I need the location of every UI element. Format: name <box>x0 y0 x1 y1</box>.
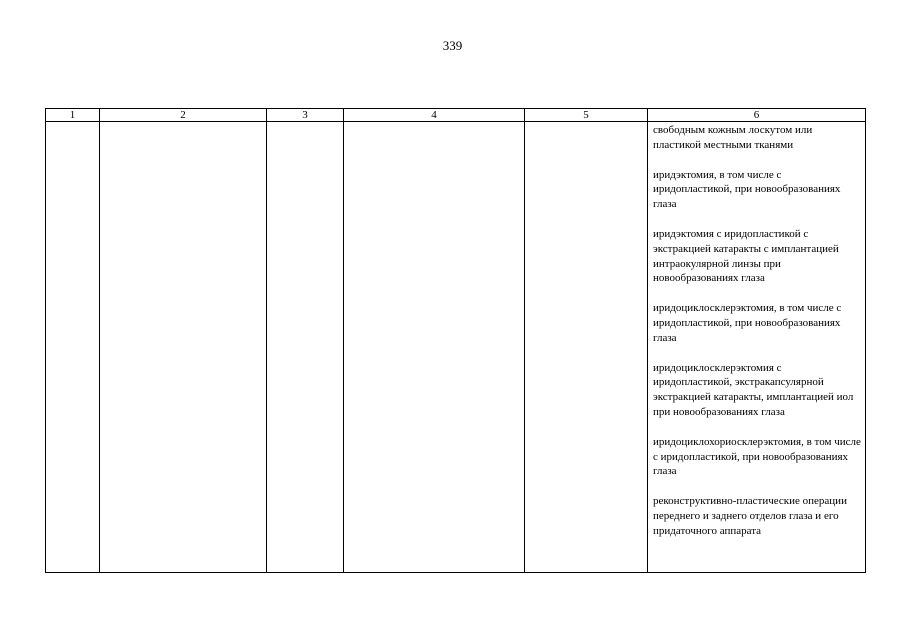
procedure-entry: иридэктомия с иридопластикой с экстракцией катаракты с имплантацией интраокулярной линзы при новообразованиях глаза <box>653 227 839 285</box>
table-cell-col-5 <box>525 122 648 573</box>
page-number: 339 <box>442 38 463 53</box>
table-cell-col-3 <box>267 122 344 573</box>
column-header-5: 5 <box>525 109 648 122</box>
table-row <box>46 122 866 573</box>
table-header-row <box>46 109 866 122</box>
procedure-entry: иридоциклосклерэктомия с иридопластикой, экстракапсулярной экстракцией катаракты, имплантацией иол при новообразованиях глаза <box>653 361 854 418</box>
column-header-4: 4 <box>344 109 525 122</box>
procedure-entry: иридоциклосклерэктомия, в том числе с иридопластикой, при новообразованиях глаза <box>653 302 842 344</box>
procedure-entry: иридоциклохориосклерэктомия, в том числе с иридопластикой, при новообразованиях глаза <box>653 435 861 478</box>
procedure-entry: свободным кожным лоскутом или пластикой местными тканями <box>653 124 813 151</box>
column-header-1: 1 <box>46 109 100 122</box>
column-header-2: 2 <box>100 109 267 122</box>
column-header-6: 6 <box>648 109 866 122</box>
table-cell-col-1 <box>46 122 100 573</box>
column-header-3: 3 <box>267 109 344 122</box>
procedure-entry: реконструктивно-пластические операции переднего и заднего отделов глаза и его придаточного аппарата <box>653 495 847 537</box>
table-cell-col-2 <box>100 122 267 573</box>
table-cell-col-4 <box>344 122 525 573</box>
procedures-table <box>45 108 866 573</box>
table-cell-col-6 <box>648 122 866 573</box>
procedure-entry: иридэктомия, в том числе с иридопластикой, при новообразованиях глаза <box>653 168 841 211</box>
